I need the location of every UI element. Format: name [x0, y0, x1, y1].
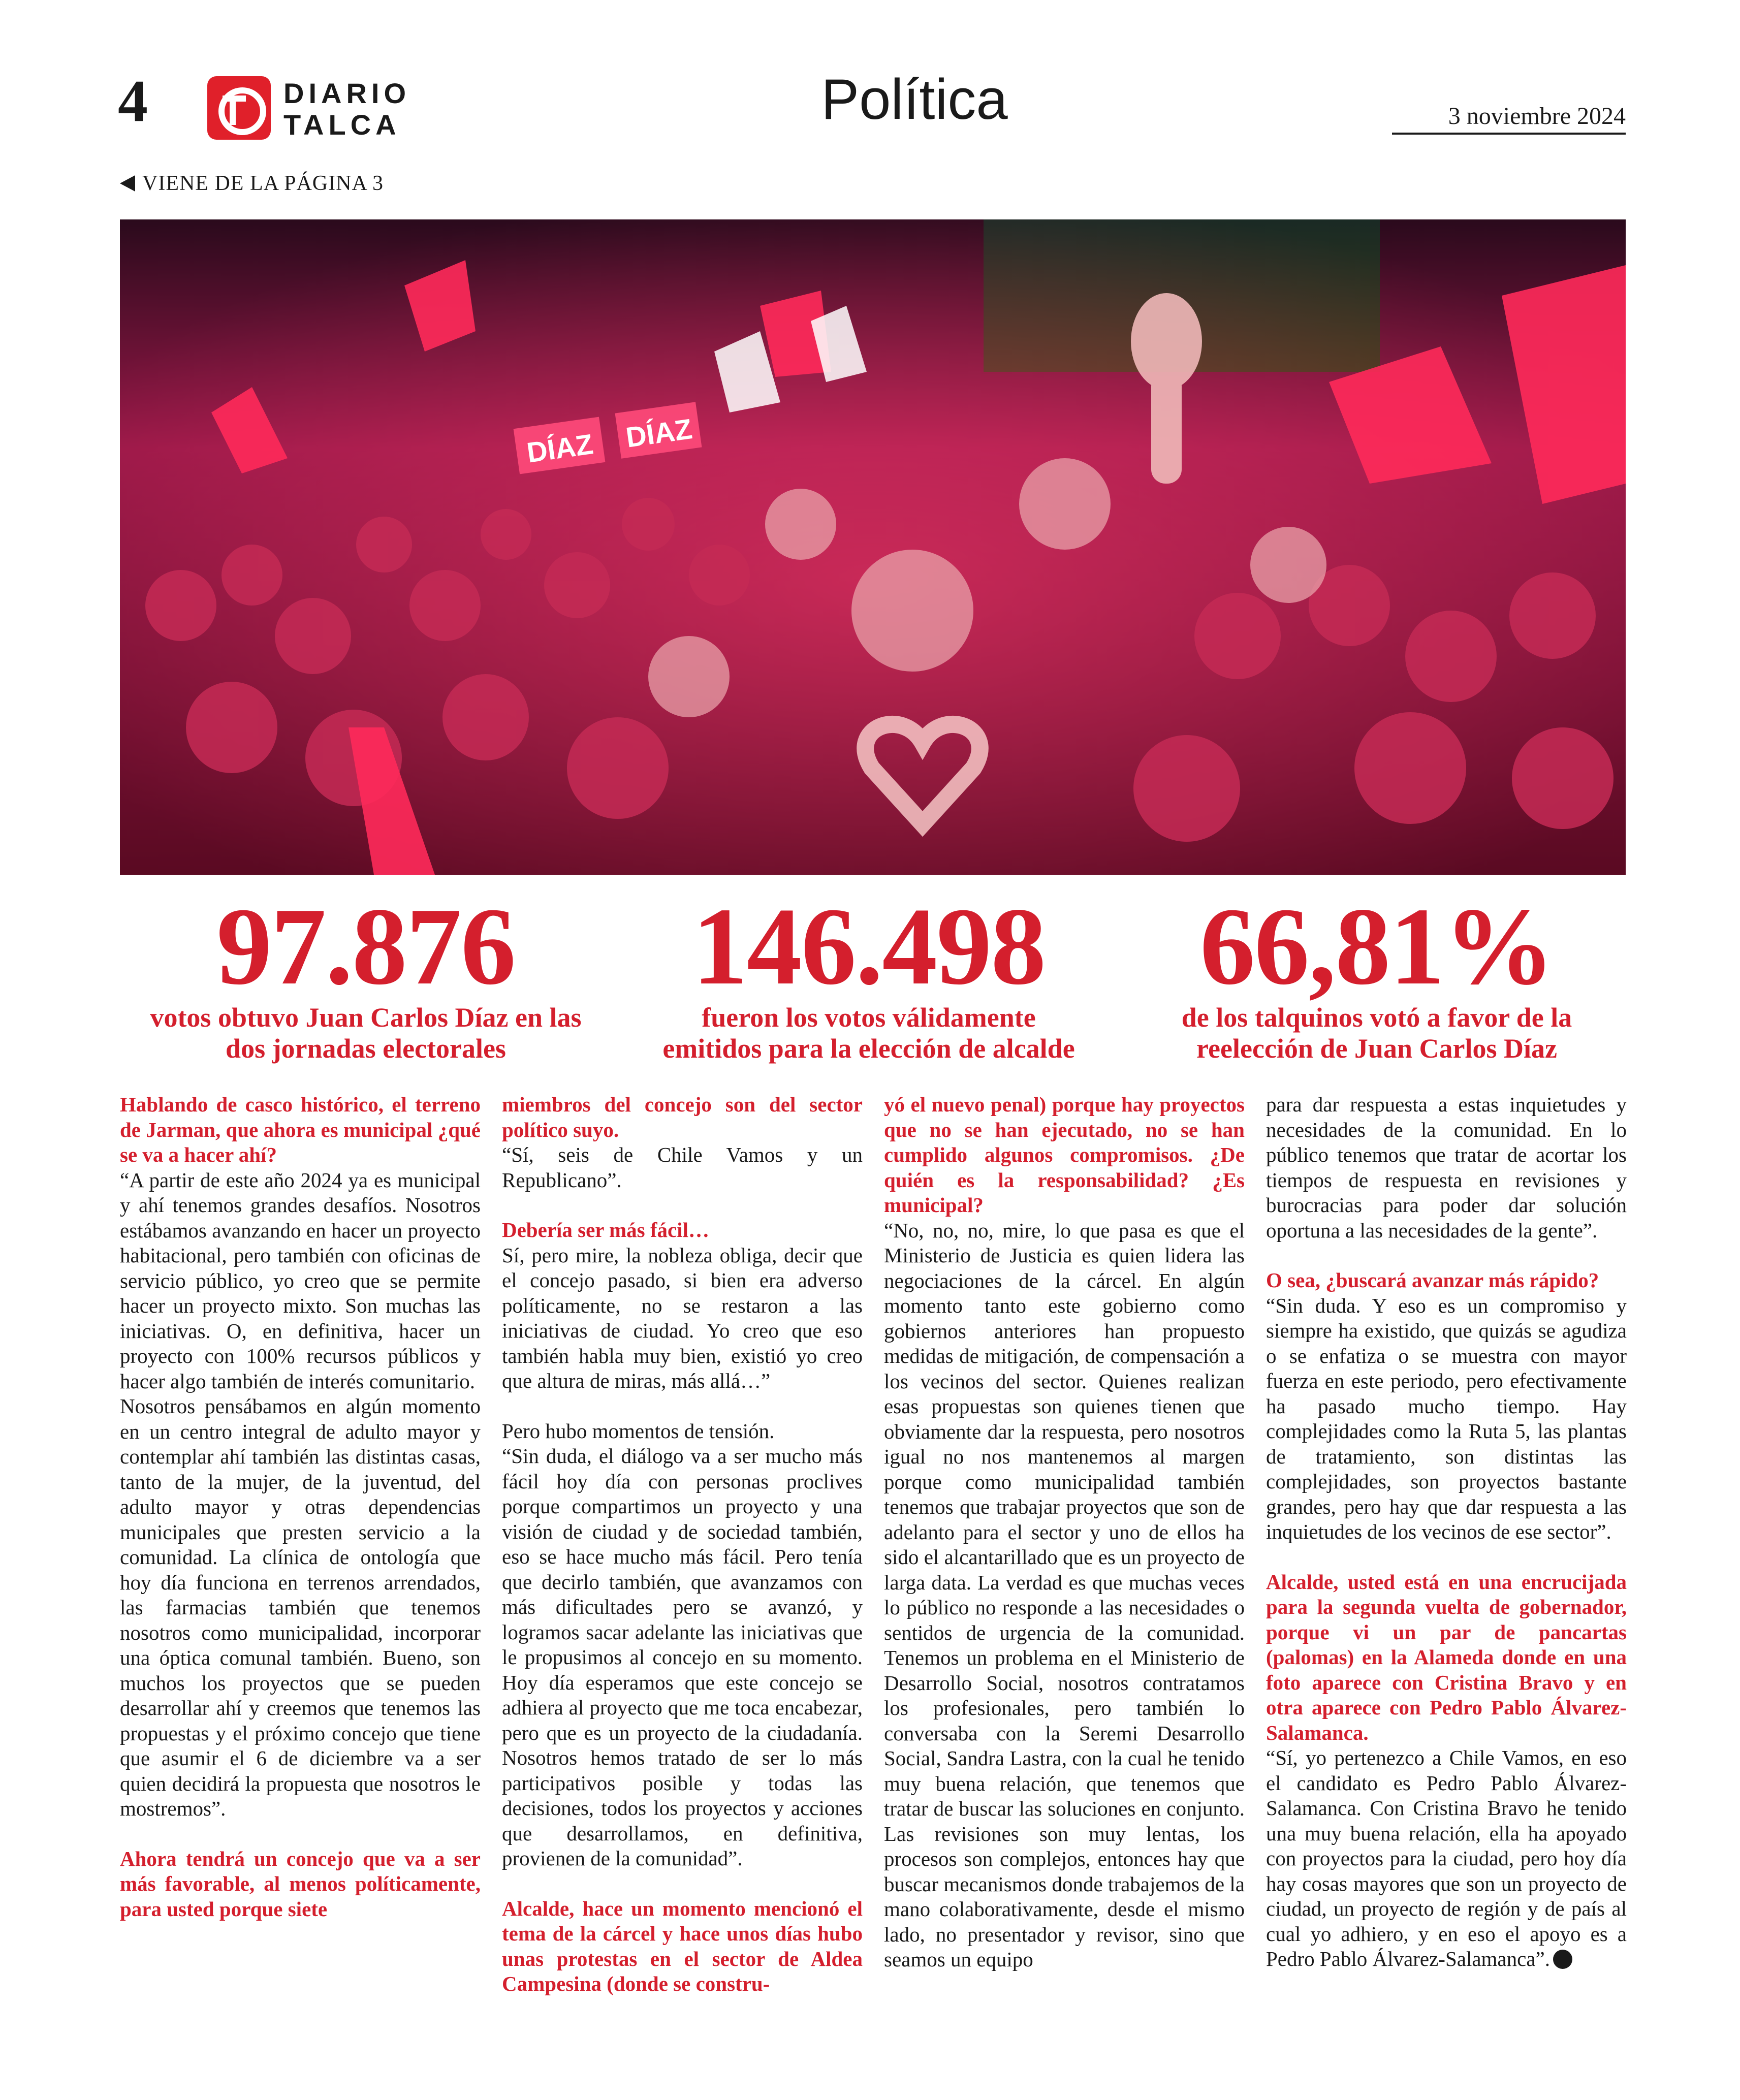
issue-date: 3 noviembre 2024 — [1392, 104, 1626, 135]
interview-question: Ahora tendrá un concejo que va a ser más favorable, al menos políticamente, para usted porque siete — [120, 1847, 481, 1921]
section-title: Política — [821, 68, 1008, 131]
article-column-1 — [120, 1092, 481, 1922]
stat-votes-diaz — [117, 885, 615, 1064]
stat-valid-votes — [625, 885, 1113, 1064]
interview-answer: “Sin duda, el diálogo va a ser mucho más fácil hoy día con personas proclives porque compartimos un proyecto y una visión de ciudad y de sociedad también, eso se hace mucho más fácil. Pero tenía que decirlo también, que avanzamos con más dificultades pero se avanzó, y logramos sacar adelante las iniciativas que le propusimos al concejo en su momento. Hoy día esperamos que este concejo se adhiera al proyecto que me toca encabezar, pero que es un proyecto de la ciudadanía. Nosotros hemos tratado de ser lo más participativos posible y todas las decisiones, todos los proyectos y acciones que desarrollamos, en definitiva, provienen de la comunidad”. — [502, 1444, 863, 1870]
celebration-photo — [120, 219, 1626, 875]
diario-talca-logo — [207, 76, 421, 140]
logo-mark-icon — [207, 76, 271, 140]
banner-text-2: DÍAZ — [624, 412, 694, 454]
interview-question: O sea, ¿buscará avanzar más rápido? — [1266, 1268, 1599, 1292]
page-number: 4 — [118, 68, 148, 134]
stat-caption: de los talquinos votó a favor de la reelección de Juan Carlos Díaz — [1181, 1002, 1572, 1064]
interview-answer: “Sí, seis de Chile Vamos y un Republicano”. — [502, 1143, 863, 1192]
interview-question-plain: Pero hubo momentos de tensión. — [502, 1419, 775, 1443]
end-of-article-icon — [1553, 1950, 1572, 1969]
article-column-3 — [884, 1092, 1245, 1972]
stat-caption: fueron los votos válidamente emitidos para la elección de alcalde — [662, 1002, 1075, 1064]
interview-answer: Nosotros pensábamos en algún momento en un centro integral de adulto mayor y contemplar ahí también las distintas casas, tanto de la mujer, de la juventud, del adulto mayor y otras dependencias municipales que presten servicio a la comunidad. La clínica de ontología que hoy día funciona en terrenos arrendados, las farmacias también que tenemos nosotros como municipalidad, incorporar una óptica comunal también. Bueno, son muchos los proyectos que se pueden desarrollar ahí y creemos que tenemos las propuestas y el próximo concejo que tiene que asumir el 6 de diciembre va a ser quien decidirá la propuesta que nosotros le mostremos”. — [120, 1394, 481, 1820]
interview-answer: Sí, pero mire, la nobleza obliga, decir que el concejo pasado, si bien era adverso políticamente, no se restaron a las iniciativas de ciudad. Yo creo que eso también habla muy bien, existió yo creo que altura de miras, más allá…” — [502, 1243, 863, 1392]
interview-answer: para dar respuesta a estas inquietudes y necesidades de la comunidad. En lo público tenemos que tratar de acortar los tiempos de respuesta en revisiones y burocracias para poder dar solución oportuna a las necesidades de la gente”. — [1266, 1093, 1627, 1242]
stat-number: 66,81% — [1199, 885, 1554, 1008]
interview-question: yó el nuevo penal) porque hay proyectos que no se han ejecutado, no se han cumplido algunos compromisos. ¿De quién es la responsabilidad? ¿Es municipal? — [884, 1093, 1245, 1217]
interview-question: Alcalde, usted está en una encrucijada para la segunda vuelta de gobernador, porque vi un par de pancartas (palomas) en la Alameda donde en una foto aparece con Cristina Bravo y en otra aparece con Pedro Pablo Álvarez-Salamanca. — [1266, 1570, 1627, 1744]
stat-caption: votos obtuvo Juan Carlos Díaz en las dos jornadas electorales — [150, 1002, 582, 1064]
banner-text-1: DÍAZ — [525, 428, 595, 469]
stat-number: 146.498 — [692, 885, 1046, 1008]
interview-question: miembros del concejo son del sector político suyo. — [502, 1093, 863, 1141]
triangle-left-icon — [120, 175, 135, 192]
continued-from-page — [120, 173, 384, 194]
interview-answer: “Sin duda. Y eso es un compromiso y siempre ha existido, que quizás se agudiza o se enfatiza o se muestra con mayor fuerza en este periodo, pero efectivamente ha pasado mucho tiempo. Hay complejidades como la Ruta 5, las plantas de tratamiento, son distintas las complejidades, son proyectos bastante grandes, pero hay que dar respuesta a las inquietudes de los vecinos de ese sector”. — [1266, 1293, 1627, 1543]
logo-word-diario: DIARIO — [283, 77, 410, 109]
interview-question: Alcalde, hace un momento mencionó el tema de la cárcel y hace unos días hubo unas protestas en el sector de Aldea Campesina (donde se constru- — [502, 1896, 863, 1995]
stat-number: 97.876 — [216, 885, 515, 1008]
article-column-4 — [1266, 1092, 1627, 1972]
interview-question: Debería ser más fácil… — [502, 1218, 709, 1242]
logo-word-talca: TALCA — [283, 109, 401, 141]
interview-question: Hablando de casco histórico, el terreno de Jarman, que ahora es municipal ¿qué se va a hacer ahí? — [120, 1093, 481, 1166]
interview-answer: “A partir de este año 2024 ya es municipal y ahí tenemos grandes desafíos. Nosotros estábamos avanzando en hacer un proyecto habitacional, pero también con oficinas de servicio público, yo creo que se permite hacer un proyecto mixto. Son muchas las iniciativas. O, en definitiva, hacer un proyecto con 100% recursos públicos y hacer algo también de interés comunitario. — [120, 1168, 481, 1393]
interview-answer: “Sí, yo pertenezco a Chile Vamos, en eso el candidato es Pedro Pablo Álvarez-Salamanca. Con Cristina Bravo he tenido una muy buena relación, ella ha apoyado con proyectos para la ciudad, pero hoy día hay cosas mayores que son un proyecto de ciudad, un proyecto de región y de país al cual yo adhiero, y en eso el apoyo es a Pedro Pablo Álvarez-Salamanca”. — [1266, 1746, 1627, 1970]
continued-label: VIENE DE LA PÁGINA 3 — [142, 172, 384, 195]
article-column-2 — [502, 1092, 863, 1997]
interview-answer: “No, no, no, mire, lo que pasa es que el Ministerio de Justicia es quien lidera las negociaciones de la cárcel. En algún momento tanto este gobierno como gobiernos anteriores han propuesto medidas de mitigación, de compensación a los vecinos del sector. Quienes realizan esas propuestas son quienes tienen que obviamente dar la respuesta, pero nosotros igual no nos mantenemos al margen porque como municipalidad también tenemos que trabajar proyectos que son de adelanto para el sector y uno de ellos ha sido el alcantarillado que es un proyecto de larga data. La verdad es que muchas veces lo público no responde a las necesidades o sentidos de urgencia de la comunidad. Tenemos un problema en el Ministerio de Desarrollo Social, nosotros contratamos los profesionales, pero también lo conversaba con la Seremi Desarrollo Social, Sandra Lastra, con la cual he tenido muy buena relación, que tenemos que tratar de buscar las soluciones en conjunto. Las revisiones son muy lentas, los procesos son complejos, entonces hay que buscar mecanismos donde trabajemos de la mano colaborativamente, desde el mismo lado, no presentador y revisor, sino que seamos un equipo — [884, 1218, 1245, 1971]
stat-vote-percentage — [1123, 885, 1631, 1064]
